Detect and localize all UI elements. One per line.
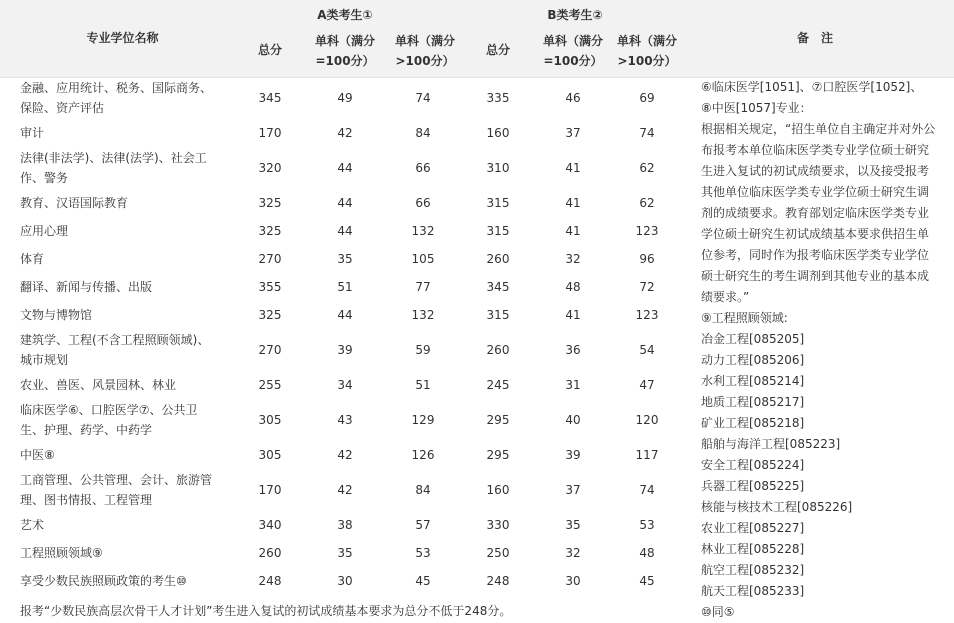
program-name-line: 农业、兽医、风景园林、林业 bbox=[20, 378, 177, 392]
program-name-text bbox=[20, 221, 68, 241]
score-cell-a-total: 325 bbox=[258, 196, 282, 210]
score-cell-a-s2: 66 bbox=[415, 196, 431, 210]
header-a-total: 总分 bbox=[257, 43, 282, 57]
note-line: ⑩同⑤ bbox=[701, 605, 735, 619]
score-cell-a-s1: 30 bbox=[337, 574, 353, 588]
score-cell-a-s1: 44 bbox=[337, 196, 353, 210]
program-name-cell bbox=[20, 399, 225, 441]
score-cell-b-total: 160 bbox=[486, 483, 510, 497]
score-cell-a-total: 355 bbox=[258, 280, 282, 294]
note-line: 绩要求。” bbox=[701, 290, 750, 304]
score-cell-b-s1: 31 bbox=[565, 378, 581, 392]
score-cell-b-s2: 62 bbox=[639, 161, 655, 175]
note-line: 硕士研究生的考生调剂到其他专业的基本成 bbox=[701, 269, 930, 283]
note-line: 航天工程[085233] bbox=[701, 584, 805, 598]
score-cell-b-s2: 69 bbox=[639, 91, 655, 105]
note-line: ⑥临床医学[1051]、⑦口腔医学[1052]、 bbox=[701, 80, 923, 94]
score-cell-a-total: 260 bbox=[258, 546, 282, 560]
score-cell-a-s1: 44 bbox=[337, 308, 353, 322]
score-cell-b-total: 245 bbox=[486, 378, 510, 392]
program-name-cell bbox=[20, 147, 225, 189]
header-line: 单科（满分 bbox=[542, 34, 603, 48]
score-cell-b-s2: 48 bbox=[639, 546, 655, 560]
note-line: 兵器工程[085225] bbox=[701, 479, 805, 493]
header-line: >100分） bbox=[617, 54, 677, 68]
score-cell-a-s2: 53 bbox=[415, 546, 431, 560]
program-name-line: 教育、汉语国际教育 bbox=[20, 196, 129, 210]
program-name-cell bbox=[20, 371, 225, 399]
program-name-text bbox=[20, 515, 44, 535]
note-line: 布报考本单位临床医学类专业学位硕士研究 bbox=[701, 143, 930, 157]
score-cell-b-s1: 37 bbox=[565, 126, 581, 140]
score-cell-b-s1: 32 bbox=[565, 546, 581, 560]
note-line: 生进入复试的初试成绩要求，以及接受报考 bbox=[701, 164, 930, 178]
score-cell-a-s2: 84 bbox=[415, 126, 431, 140]
program-name-cell bbox=[20, 273, 225, 301]
program-name-line: 生、护理、药学、中药学 bbox=[20, 423, 153, 437]
note-line: 其他单位临床医学类专业学位硕士研究生调 bbox=[701, 185, 930, 199]
program-name-text bbox=[20, 193, 128, 213]
score-cell-a-s1: 34 bbox=[337, 378, 353, 392]
score-cell-b-s2: 74 bbox=[639, 126, 655, 140]
score-cell-b-s1: 37 bbox=[565, 483, 581, 497]
score-cell-b-s2: 62 bbox=[639, 196, 655, 210]
note-line: ⑧中医[1057]专业： bbox=[701, 101, 812, 115]
program-name-text bbox=[20, 305, 92, 325]
score-cell-b-s1: 32 bbox=[565, 252, 581, 266]
note-line: 地质工程[085217] bbox=[701, 395, 805, 409]
program-name-text bbox=[20, 445, 55, 465]
program-name-text bbox=[20, 330, 209, 370]
program-name-text bbox=[20, 571, 187, 591]
program-name-line: 作、警务 bbox=[20, 171, 69, 185]
score-cell-b-total: 330 bbox=[486, 518, 510, 532]
score-cell-a-s1: 49 bbox=[337, 91, 353, 105]
score-cell-b-total: 248 bbox=[486, 574, 510, 588]
score-cell-a-total: 320 bbox=[258, 161, 282, 175]
program-name-text bbox=[20, 148, 207, 188]
program-name-line: 保险、资产评估 bbox=[20, 101, 105, 115]
score-cell-a-s2: 74 bbox=[415, 91, 431, 105]
score-cell-a-s2: 51 bbox=[415, 378, 431, 392]
score-cell-a-s2: 45 bbox=[415, 574, 431, 588]
score-cell-a-s1: 42 bbox=[337, 483, 353, 497]
program-name-text bbox=[20, 123, 44, 143]
score-cell-a-total: 248 bbox=[258, 574, 282, 588]
score-cell-b-s2: 72 bbox=[639, 280, 655, 294]
program-name-text bbox=[20, 470, 212, 510]
note-line: 剂的成绩要求。教育部划定临床医学类专业 bbox=[701, 206, 930, 220]
score-cell-b-total: 345 bbox=[486, 280, 510, 294]
header-line: 单科（满分 bbox=[394, 34, 455, 48]
program-name-text bbox=[20, 249, 44, 269]
header-group-a: A类考生① bbox=[317, 8, 373, 22]
program-name-line: 体育 bbox=[20, 252, 45, 266]
program-name-line: 享受少数民族照顾政策的考生⑩ bbox=[20, 574, 187, 588]
score-cell-b-total: 160 bbox=[486, 126, 510, 140]
score-cell-b-s1: 36 bbox=[565, 343, 581, 357]
program-name-line: 艺术 bbox=[20, 518, 45, 532]
header-line: >100分） bbox=[395, 54, 455, 68]
score-cell-a-s1: 35 bbox=[337, 252, 353, 266]
score-cell-a-total: 170 bbox=[258, 126, 282, 140]
program-name-text bbox=[20, 543, 103, 563]
program-name-cell bbox=[20, 77, 225, 119]
note-line: 安全工程[085224] bbox=[701, 458, 805, 472]
program-name-text bbox=[20, 400, 198, 440]
program-name-cell bbox=[20, 539, 225, 567]
score-cell-b-s2: 45 bbox=[639, 574, 655, 588]
score-cell-a-s1: 44 bbox=[337, 224, 353, 238]
score-cell-a-total: 255 bbox=[258, 378, 282, 392]
program-name-cell bbox=[20, 469, 225, 511]
header-line: 单科（满分 bbox=[616, 34, 677, 48]
program-name-cell bbox=[20, 567, 225, 595]
score-cell-a-s2: 59 bbox=[415, 343, 431, 357]
note-line: 航空工程[085232] bbox=[701, 563, 805, 577]
program-name-line: 城市规划 bbox=[20, 353, 69, 367]
program-name-cell bbox=[20, 119, 225, 147]
score-cell-a-s1: 44 bbox=[337, 161, 353, 175]
score-cell-b-s1: 41 bbox=[565, 224, 581, 238]
program-name-text bbox=[20, 277, 152, 297]
score-cell-a-s2: 57 bbox=[415, 518, 431, 532]
program-name-line: 法律(非法学)、法律(法学)、社会工 bbox=[20, 151, 207, 165]
score-cell-a-s2: 66 bbox=[415, 161, 431, 175]
program-name-cell bbox=[20, 189, 225, 217]
score-cell-a-s1: 43 bbox=[337, 413, 353, 427]
header-group-b: B类考生② bbox=[547, 8, 603, 22]
program-name-cell bbox=[20, 329, 225, 371]
score-cell-b-s2: 120 bbox=[635, 413, 659, 427]
program-name-line: 建筑学、工程(不含工程照顾领域)、 bbox=[20, 333, 210, 347]
program-name-line: 中医⑧ bbox=[20, 448, 55, 462]
score-cell-a-total: 325 bbox=[258, 224, 282, 238]
score-cell-b-s1: 41 bbox=[565, 308, 581, 322]
score-cell-a-s1: 35 bbox=[337, 546, 353, 560]
score-cell-b-total: 310 bbox=[486, 161, 510, 175]
score-cell-a-s2: 129 bbox=[411, 413, 435, 427]
footer-note: 报考“少数民族高层次骨干人才计划”考生进入复试的初试成绩基本要求为总分不低于248分。 bbox=[20, 604, 512, 618]
score-cell-a-total: 270 bbox=[258, 252, 282, 266]
score-cell-a-s1: 42 bbox=[337, 448, 353, 462]
note-line: 农业工程[085227] bbox=[701, 521, 805, 535]
score-cell-b-s2: 74 bbox=[639, 483, 655, 497]
header-b-single-gt100 bbox=[602, 31, 692, 71]
header-program-name: 专业学位名称 bbox=[86, 31, 159, 45]
note-line: 船舶与海洋工程[085223] bbox=[701, 437, 841, 451]
score-cell-b-total: 315 bbox=[486, 308, 510, 322]
program-name-line: 工商管理、公共管理、会计、旅游管 bbox=[20, 473, 213, 487]
score-cell-b-s1: 30 bbox=[565, 574, 581, 588]
note-line: 根据相关规定，“招生单位自主确定并对外公 bbox=[701, 122, 936, 136]
score-cell-b-s2: 47 bbox=[639, 378, 655, 392]
note-line: 动力工程[085206] bbox=[701, 353, 805, 367]
score-cell-a-s2: 84 bbox=[415, 483, 431, 497]
score-cell-b-s2: 53 bbox=[639, 518, 655, 532]
score-cell-b-total: 260 bbox=[486, 252, 510, 266]
score-cell-a-s2: 132 bbox=[411, 224, 435, 238]
score-cell-b-s2: 123 bbox=[635, 224, 659, 238]
score-cell-b-total: 250 bbox=[486, 546, 510, 560]
score-cell-a-total: 325 bbox=[258, 308, 282, 322]
score-cell-a-total: 170 bbox=[258, 483, 282, 497]
note-line: 位参考，同时作为报考临床医学类专业学位 bbox=[701, 248, 930, 262]
note-line: 学位硕士研究生初试成绩基本要求供招生单 bbox=[701, 227, 930, 241]
score-cell-b-total: 315 bbox=[486, 196, 510, 210]
header-line: =100分） bbox=[315, 54, 375, 68]
program-name-cell bbox=[20, 301, 225, 329]
program-name-cell bbox=[20, 217, 225, 245]
program-name-cell bbox=[20, 245, 225, 273]
header-b-total: 总分 bbox=[485, 43, 510, 57]
score-cell-a-total: 305 bbox=[258, 413, 282, 427]
score-cell-b-s2: 96 bbox=[639, 252, 655, 266]
score-cell-b-total: 295 bbox=[486, 448, 510, 462]
header-notes: 备 注 bbox=[796, 31, 833, 45]
score-cell-b-total: 315 bbox=[486, 224, 510, 238]
program-name-line: 临床医学⑥、口腔医学⑦、公共卫 bbox=[20, 403, 198, 417]
score-cell-a-s2: 132 bbox=[411, 308, 435, 322]
score-cell-a-s2: 105 bbox=[411, 252, 435, 266]
note-line: ⑨工程照顾领域: bbox=[701, 311, 788, 325]
note-line: 冶金工程[085205] bbox=[701, 332, 805, 346]
program-name-line: 翻译、新闻与传播、出版 bbox=[20, 280, 153, 294]
program-name-line: 理、图书情报、工程管理 bbox=[20, 493, 153, 507]
score-cell-a-s1: 38 bbox=[337, 518, 353, 532]
header-line: 单科（满分 bbox=[314, 34, 375, 48]
header-a-single-gt100 bbox=[380, 31, 470, 71]
program-name-line: 文物与博物馆 bbox=[20, 308, 93, 322]
score-cell-b-total: 335 bbox=[486, 91, 510, 105]
score-cell-a-s2: 126 bbox=[411, 448, 435, 462]
score-cell-b-s1: 41 bbox=[565, 161, 581, 175]
score-cell-b-s2: 123 bbox=[635, 308, 659, 322]
score-cell-a-total: 305 bbox=[258, 448, 282, 462]
note-line: 林业工程[085228] bbox=[701, 542, 805, 556]
score-cell-b-s1: 35 bbox=[565, 518, 581, 532]
score-cell-a-s1: 39 bbox=[337, 343, 353, 357]
score-cell-b-total: 260 bbox=[486, 343, 510, 357]
header-line: =100分） bbox=[543, 54, 603, 68]
note-line: 矿业工程[085218] bbox=[701, 416, 805, 430]
score-cell-a-total: 340 bbox=[258, 518, 282, 532]
program-name-line: 工程照顾领域⑨ bbox=[20, 546, 103, 560]
program-name-line: 金融、应用统计、税务、国际商务、 bbox=[20, 81, 213, 95]
score-cell-b-s1: 46 bbox=[565, 91, 581, 105]
score-cell-b-s2: 54 bbox=[639, 343, 655, 357]
score-cell-b-s1: 41 bbox=[565, 196, 581, 210]
score-cell-b-s1: 39 bbox=[565, 448, 581, 462]
note-line: 水利工程[085214] bbox=[701, 374, 805, 388]
score-cell-b-total: 295 bbox=[486, 413, 510, 427]
program-name-text bbox=[20, 78, 212, 118]
score-cell-a-total: 345 bbox=[258, 91, 282, 105]
header-a-single-100 bbox=[300, 31, 390, 71]
program-name-cell bbox=[20, 511, 225, 539]
score-cell-a-s1: 51 bbox=[337, 280, 353, 294]
score-cell-b-s2: 117 bbox=[635, 448, 659, 462]
program-name-cell bbox=[20, 441, 225, 469]
score-cell-a-s1: 42 bbox=[337, 126, 353, 140]
score-cell-a-total: 270 bbox=[258, 343, 282, 357]
score-cell-a-s2: 77 bbox=[415, 280, 431, 294]
program-name-text bbox=[20, 375, 176, 395]
program-name-line: 审计 bbox=[20, 126, 45, 140]
score-cell-b-s1: 48 bbox=[565, 280, 581, 294]
program-name-line: 应用心理 bbox=[20, 224, 69, 238]
note-line: 核能与核技术工程[085226] bbox=[701, 500, 853, 514]
score-cell-b-s1: 40 bbox=[565, 413, 581, 427]
